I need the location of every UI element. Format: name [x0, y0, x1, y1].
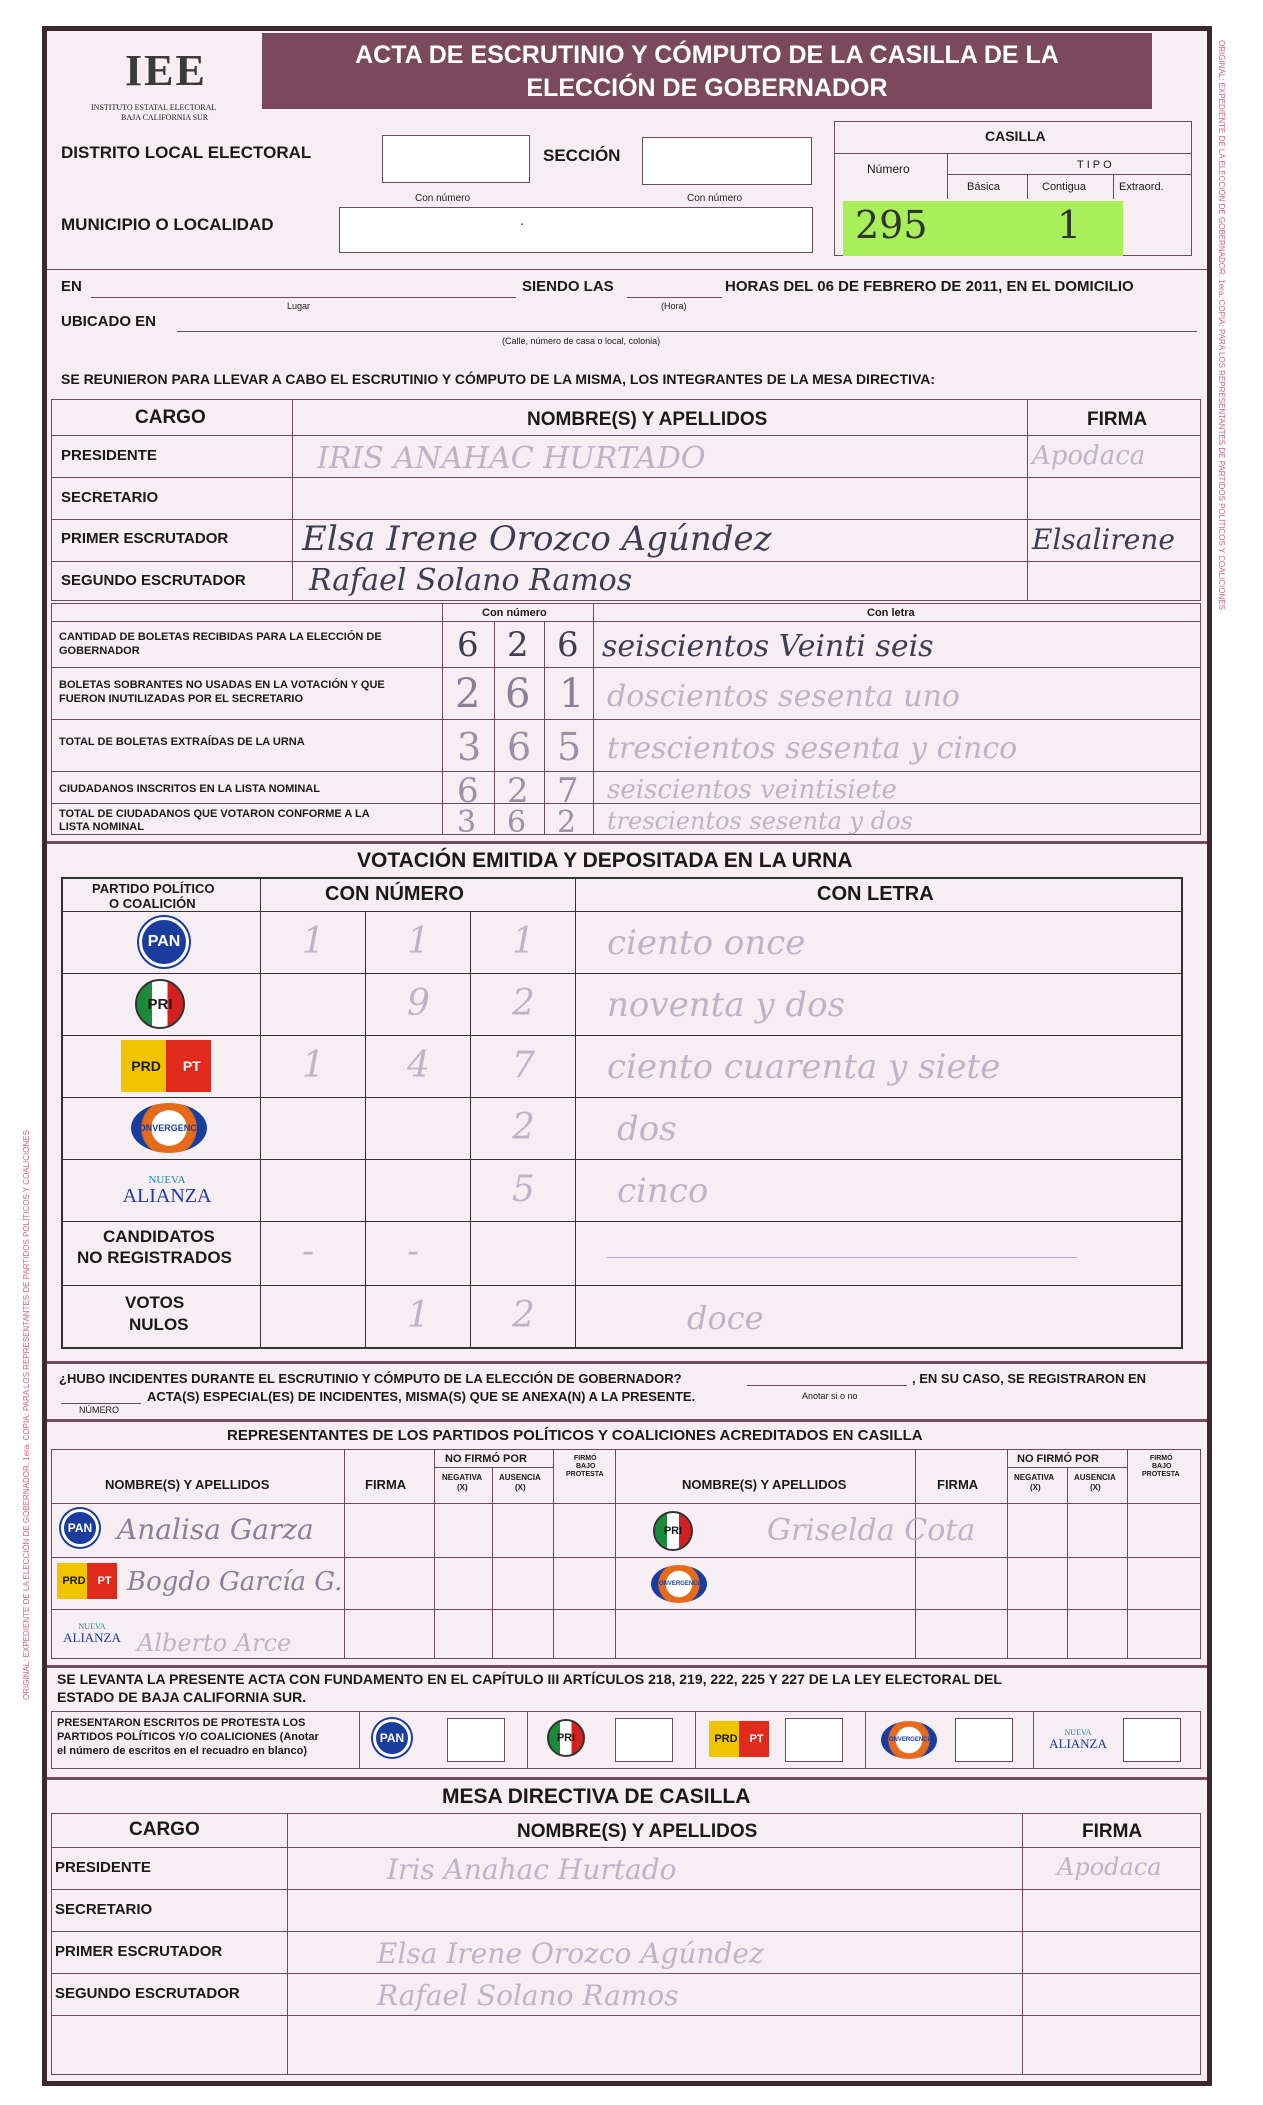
- municipio-field[interactable]: [339, 207, 813, 253]
- votos-conv-letra: dos: [617, 1109, 677, 1149]
- prd-pt-logo: [121, 1040, 211, 1092]
- fundamento-line-2: ESTADO DE BAJA CALIFORNIA SUR.: [57, 1689, 307, 1705]
- convergencia-logo: CONVERGENCIA: [131, 1103, 207, 1153]
- ubicado-label: UBICADO EN: [61, 313, 157, 330]
- boletas-row-2-label-1: BOLETAS SOBRANTES NO USADAS EN LA VOTACIÓN Y QUE: [59, 679, 385, 691]
- votos-pan-d2: 1: [407, 921, 430, 962]
- boletas-row-4-d2: 2: [507, 771, 529, 811]
- rep-left-col-nofirmo: NO FIRMÓ POR: [445, 1453, 527, 1465]
- candidatos-label-2: NO REGISTRADOS: [77, 1248, 232, 1267]
- protesta-na-box[interactable]: [1123, 1718, 1181, 1762]
- rep-right-col-nombre: NOMBRE(S) Y APELLIDOS: [682, 1477, 847, 1492]
- nueva-alianza-small: NUEVA: [148, 1173, 186, 1186]
- nulos-label-1: VOTOS: [125, 1293, 185, 1312]
- incidentes-anotar-hint: Anotar si o no: [802, 1391, 858, 1401]
- rep-pri-nombre: Griselda Cota: [767, 1513, 976, 1548]
- rep-prd-text: PRD: [62, 1575, 86, 1587]
- boletas-row-4-letra: seiscientos veintisiete: [607, 775, 897, 805]
- iee-logo: [87, 45, 257, 120]
- horas-label: HORAS DEL 06 DE FEBRERO DE 2011, EN EL DOMICILIO: [725, 278, 1134, 295]
- incidentes-line-2: ACTA(S) ESPECIAL(ES) DE INCIDENTES, MISMA(S) QUE SE ANEXA(N) A LA PRESENTE.: [147, 1389, 696, 1404]
- votos-nulos-letra: doce: [687, 1299, 764, 1337]
- rep-right-col-bajo-3: PROTESTA: [1142, 1471, 1180, 1478]
- boletas-row-3-label-1: TOTAL DE BOLETAS EXTRAÍDAS DE LA URNA: [59, 736, 305, 748]
- rep-pt-text: PT: [97, 1575, 112, 1587]
- mesa-top-col-cargo: CARGO: [135, 407, 206, 428]
- pt-text: PT: [182, 1058, 201, 1074]
- title-banner: [262, 33, 1152, 109]
- votos-pan-d3: 1: [512, 921, 535, 962]
- votos-nr-d1: -: [302, 1231, 315, 1272]
- incidentes-answer-line: [747, 1385, 907, 1386]
- rep-prdpt-logo: [57, 1563, 117, 1599]
- boletas-row-1-label-2: GOBERNADOR: [59, 645, 140, 657]
- votos-pri-letra: noventa y dos: [607, 985, 846, 1025]
- rep-right-col-negativa-x: (X): [1030, 1483, 1041, 1492]
- mesa-top-nombre-segundo: Rafael Solano Ramos: [309, 563, 633, 598]
- boletas-row-5-d3: 2: [557, 805, 577, 840]
- mesa-bottom-col-nombre: NOMBRE(S) Y APELLIDOS: [517, 1821, 758, 1842]
- reunieron-text: SE REUNIERON PARA LLEVAR A CABO EL ESCRUTINIO Y CÓMPUTO DE LA MISMA, LOS INTEGRANTES DE LA MESA DIRECTIVA:: [61, 371, 936, 387]
- title-line-1: ACTA DE ESCRUTINIO Y CÓMPUTO DE LA CASILLA DE LA: [355, 41, 1059, 69]
- boletas-row-3-d2: 6: [507, 725, 532, 769]
- protesta-pri-box[interactable]: [615, 1718, 673, 1762]
- rep-right-col-bajo-1: FIRMÓ: [1150, 1455, 1173, 1462]
- mesa-bottom-col-firma: FIRMA: [1082, 1821, 1143, 1842]
- votos-nulos-d3: 2: [512, 1295, 535, 1336]
- mesa-top-nombre-presidente: IRIS ANAHAC HURTADO: [317, 441, 706, 476]
- boletas-row-1-d1: 6: [457, 625, 479, 665]
- boletas-row-4-d3: 7: [557, 771, 579, 811]
- nueva-alianza-logo: [107, 1163, 227, 1217]
- tipo-basica: Básica: [967, 181, 1001, 193]
- protesta-na-small: NUEVA: [1064, 1727, 1092, 1737]
- lugar-hint: Lugar: [287, 301, 311, 311]
- votacion-col-letra: CON LETRA: [817, 883, 934, 905]
- casilla-tipo-value: 1: [1057, 203, 1082, 247]
- boletas-row-5-d2: 6: [507, 805, 527, 840]
- boletas-con-numero: Con número: [482, 607, 547, 619]
- rep-left-col-bajo-1: FIRMÓ: [574, 1455, 597, 1462]
- protesta-prd-text: PRD: [714, 1733, 738, 1745]
- boletas-row-2-label-2: FUERON INUTILIZADAS POR EL SECRETARIO: [59, 693, 304, 705]
- mesa-bottom-nombre-primer: Elsa Irene Orozco Agúndez: [377, 1937, 764, 1970]
- mesa-bottom-nombre-segundo: Rafael Solano Ramos: [377, 1979, 679, 2012]
- fundamento-line-1: SE LEVANTA LA PRESENTE ACTA CON FUNDAMENTO EN EL CAPÍTULO III ARTÍCULOS 218, 219, 222, 225 Y 227 DE LA LEY ELECTORAL DEL: [57, 1671, 1002, 1687]
- votacion-col-partido-2: O COALICIÓN: [109, 896, 196, 911]
- rep-na-logo: [57, 1613, 127, 1653]
- mesa-bottom-title: MESA DIRECTIVA DE CASILLA: [442, 1785, 751, 1808]
- votos-prdpt-d2: 4: [407, 1045, 430, 1086]
- protesta-conv-logo: CONVERGENCIA: [881, 1721, 937, 1759]
- boletas-row-5-letra: trescientos sesenta y dos: [607, 807, 913, 835]
- side-note-left: ORIGINAL: EXPEDIENTE DE LA ELECCIÓN DE GOBERNADOR. 1era. COPIA: PARA LOS REPRESENTANTES DE PARTIDOS POLÍTICOS Y COALICIONES: [22, 1130, 31, 1700]
- votos-nulos-d2: 1: [407, 1295, 430, 1336]
- rep-right-col-bajo-2: BAJO: [1152, 1463, 1172, 1470]
- casilla-label: CASILLA: [985, 128, 1046, 144]
- seccion-hint: Con número: [687, 193, 743, 204]
- votos-nr-strike: [607, 1257, 1077, 1258]
- votos-prdpt-d1: 1: [302, 1045, 325, 1086]
- prd-text: PRD: [131, 1058, 161, 1074]
- boletas-row-5-label-1: TOTAL DE CIUDADANOS QUE VOTARON CONFORME A LA: [59, 808, 370, 820]
- ubicado-line: [177, 331, 1197, 332]
- votacion-col-partido-1: PARTIDO POLÍTICO: [92, 881, 215, 896]
- rep-right-col-firma: FIRMA: [937, 1477, 979, 1492]
- title-line-2: ELECCIÓN DE GOBERNADOR: [526, 74, 888, 102]
- iee-logo-subtitle-2: BAJA CALIFORNIA SUR: [121, 113, 209, 122]
- representantes-title: REPRESENTANTES DE LOS PARTIDOS POLÍTICOS Y COALICIONES ACREDITADOS EN CASILLA: [227, 1427, 923, 1444]
- mesa-top-cargo-primer: PRIMER ESCRUTADOR: [61, 530, 229, 547]
- casilla-tipo-label: TIPO: [1077, 159, 1115, 171]
- mesa-bottom-col-cargo: CARGO: [129, 1819, 200, 1840]
- boletas-row-5-d1: 3: [457, 805, 477, 840]
- rep-left-col-ausencia: AUSENCIA: [499, 1473, 541, 1482]
- boletas-row-4-label-1: CIUDADANOS INSCRITOS EN LA LISTA NOMINAL: [59, 783, 320, 795]
- nulos-label-2: NULOS: [129, 1315, 189, 1334]
- rep-conv-logo: CONVERGENCIA: [651, 1565, 707, 1603]
- mesa-top-cargo-presidente: PRESIDENTE: [61, 447, 157, 464]
- siendo-label: SIENDO LAS: [522, 278, 614, 295]
- rep-pri-logo: PRI: [653, 1511, 693, 1551]
- votos-na-d3: 5: [512, 1169, 535, 1210]
- votos-nr-d2: -: [407, 1231, 420, 1272]
- votos-pan-d1: 1: [302, 921, 325, 962]
- boletas-row-2-letra: doscientos sesenta uno: [607, 679, 960, 714]
- protesta-prdpt-box[interactable]: [785, 1718, 843, 1762]
- rep-na-big: ALIANZA: [63, 1629, 121, 1645]
- iee-logo-subtitle-1: INSTITUTO ESTATAL ELECTORAL: [91, 103, 217, 112]
- incidentes-numero-hint: NÚMERO: [79, 1405, 119, 1415]
- mesa-top-firma-primer: Elsalirene: [1032, 523, 1175, 556]
- protesta-na-big: ALIANZA: [1049, 1735, 1107, 1751]
- mesa-bottom-cargo-primer: PRIMER ESCRUTADOR: [55, 1943, 223, 1960]
- tipo-contigua: Contigua: [1042, 181, 1087, 193]
- lugar-line: [91, 297, 516, 298]
- votos-conv-d3: 2: [512, 1107, 535, 1148]
- votos-prdpt-d3: 7: [512, 1045, 535, 1086]
- rep-pan-nombre: Analisa Garza: [117, 1513, 314, 1546]
- mesa-bottom-cargo-secretario: SECRETARIO: [55, 1901, 153, 1918]
- boletas-row-5-label-2: LISTA NOMINAL: [59, 821, 144, 833]
- mesa-bottom-nombre-presidente: Iris Anahac Hurtado: [387, 1853, 677, 1886]
- pri-logo: PRI: [135, 979, 185, 1029]
- protesta-conv-box[interactable]: [955, 1718, 1013, 1762]
- municipio-value: .: [520, 212, 524, 228]
- incidentes-line-1b: , EN SU CASO, SE REGISTRARON EN: [912, 1371, 1147, 1386]
- distrito-field[interactable]: [382, 135, 530, 183]
- distrito-hint: Con número: [415, 193, 471, 204]
- municipio-label: MUNICIPIO O LOCALIDAD: [61, 215, 274, 234]
- rep-na-small: NUEVA: [78, 1621, 106, 1631]
- boletas-row-1-letra: seiscientos Veinti seis: [602, 629, 934, 664]
- protesta-pt-text: PT: [749, 1733, 764, 1745]
- mesa-top-col-firma: FIRMA: [1087, 409, 1148, 430]
- protesta-pan-logo: PAN: [373, 1719, 411, 1757]
- rep-left-col-negativa: NEGATIVA: [442, 1473, 483, 1482]
- tipo-extraord: Extraord.: [1119, 181, 1164, 193]
- votos-prdpt-letra: ciento cuarenta y siete: [607, 1047, 1001, 1087]
- iee-logo-mark: IEE: [125, 46, 207, 95]
- mesa-bottom-cargo-presidente: PRESIDENTE: [55, 1859, 151, 1876]
- mesa-top-col-nombre: NOMBRE(S) Y APELLIDOS: [527, 409, 768, 430]
- boletas-row-1-d3: 6: [557, 625, 579, 665]
- boletas-row-2-d3: 1: [559, 671, 585, 717]
- mesa-bottom-firma-presidente: Apodaca: [1057, 1853, 1162, 1881]
- rep-na-nombre: Alberto Arce: [137, 1629, 292, 1657]
- seccion-label: SECCIÓN: [543, 146, 621, 165]
- protesta-na-logo: [1043, 1719, 1113, 1759]
- rep-left-col-ausencia-x: (X): [515, 1483, 526, 1492]
- boletas-row-2-d1: 2: [455, 671, 481, 717]
- incidentes-numero-line: [61, 1403, 141, 1404]
- rep-right-col-ausencia: AUSENCIA: [1074, 1473, 1116, 1482]
- votacion-title: VOTACIÓN EMITIDA Y DEPOSITADA EN LA URNA: [357, 849, 853, 872]
- protesta-pri-logo: PRI: [547, 1719, 585, 1757]
- side-note-right: ORIGINAL: EXPEDIENTE DE LA ELECCIÓN DE GOBERNADOR. 1era. COPIA: PARA LOS REPRESENTANTES DE PARTIDOS POLÍTICOS Y COALICIONES: [1217, 40, 1226, 610]
- calle-hint: (Calle, número de casa o local, colonia): [502, 336, 661, 346]
- distrito-label: DISTRITO LOCAL ELECTORAL: [61, 143, 312, 162]
- hora-line: [627, 297, 722, 298]
- votacion-col-numero: CON NÚMERO: [325, 883, 464, 905]
- votos-na-letra: cinco: [617, 1171, 709, 1211]
- protesta-line-2: PARTIDOS POLÍTICOS Y/O COALICIONES (Anotar: [57, 1731, 319, 1743]
- en-label: EN: [61, 278, 82, 295]
- boletas-row-3-letra: trescientos sesenta y cinco: [607, 731, 1018, 766]
- protesta-prdpt-logo: [709, 1721, 769, 1757]
- seccion-field[interactable]: [642, 137, 812, 185]
- boletas-row-4-d1: 6: [457, 771, 479, 811]
- rep-left-col-negativa-x: (X): [457, 1483, 468, 1492]
- protesta-pan-box[interactable]: [447, 1718, 505, 1762]
- boletas-row-2-d2: 6: [505, 671, 531, 717]
- incidentes-line-1: ¿HUBO INCIDENTES DURANTE EL ESCRUTINIO Y CÓMPUTO DE LA ELECCIÓN DE GOBERNADOR?: [59, 1371, 682, 1386]
- rep-right-col-negativa: NEGATIVA: [1014, 1473, 1055, 1482]
- nueva-alianza-big: ALIANZA: [122, 1184, 212, 1207]
- casilla-numero-value: 295: [855, 203, 928, 247]
- boletas-row-3-d1: 3: [457, 725, 482, 769]
- votos-pri-d3: 2: [512, 983, 535, 1024]
- casilla-numero-label: Número: [867, 162, 910, 176]
- rep-right-col-ausencia-x: (X): [1090, 1483, 1101, 1492]
- mesa-top-nombre-primer: Elsa Irene Orozco Agúndez: [302, 519, 772, 559]
- rep-prdpt-nombre: Bogdo García G.: [127, 1567, 343, 1597]
- rep-left-col-bajo-3: PROTESTA: [566, 1471, 604, 1478]
- mesa-top-cargo-segundo: SEGUNDO ESCRUTADOR: [61, 572, 246, 589]
- votos-pan-letra: ciento once: [607, 923, 806, 963]
- mesa-top-firma-presidente: Apodaca: [1032, 441, 1146, 471]
- votos-pri-d2: 9: [407, 983, 430, 1024]
- mesa-bottom-cargo-segundo: SEGUNDO ESCRUTADOR: [55, 1985, 240, 2002]
- rep-left-col-nombre: NOMBRE(S) Y APELLIDOS: [105, 1477, 270, 1492]
- rep-left-col-firma: FIRMA: [365, 1477, 407, 1492]
- acta-form: [42, 26, 1212, 2086]
- boletas-row-1-label-1: CANTIDAD DE BOLETAS RECIBIDAS PARA LA ELECCIÓN DE: [59, 631, 382, 643]
- protesta-line-1: PRESENTARON ESCRITOS DE PROTESTA LOS: [57, 1717, 306, 1729]
- boletas-row-3-d3: 5: [557, 725, 582, 769]
- pan-logo: PAN: [139, 917, 189, 967]
- candidatos-label-1: CANDIDATOS: [103, 1227, 215, 1246]
- hora-hint: (Hora): [661, 301, 687, 311]
- mesa-top-cargo-secretario: SECRETARIO: [61, 489, 159, 506]
- rep-left-col-bajo-2: BAJO: [576, 1463, 596, 1470]
- protesta-line-3: el número de escritos en el recuadro en blanco): [57, 1745, 308, 1757]
- rep-pan-logo: PAN: [61, 1509, 99, 1547]
- boletas-row-1-d2: 2: [507, 625, 529, 665]
- boletas-con-letra: Con letra: [867, 607, 915, 619]
- rep-right-col-nofirmo: NO FIRMÓ POR: [1017, 1453, 1099, 1465]
